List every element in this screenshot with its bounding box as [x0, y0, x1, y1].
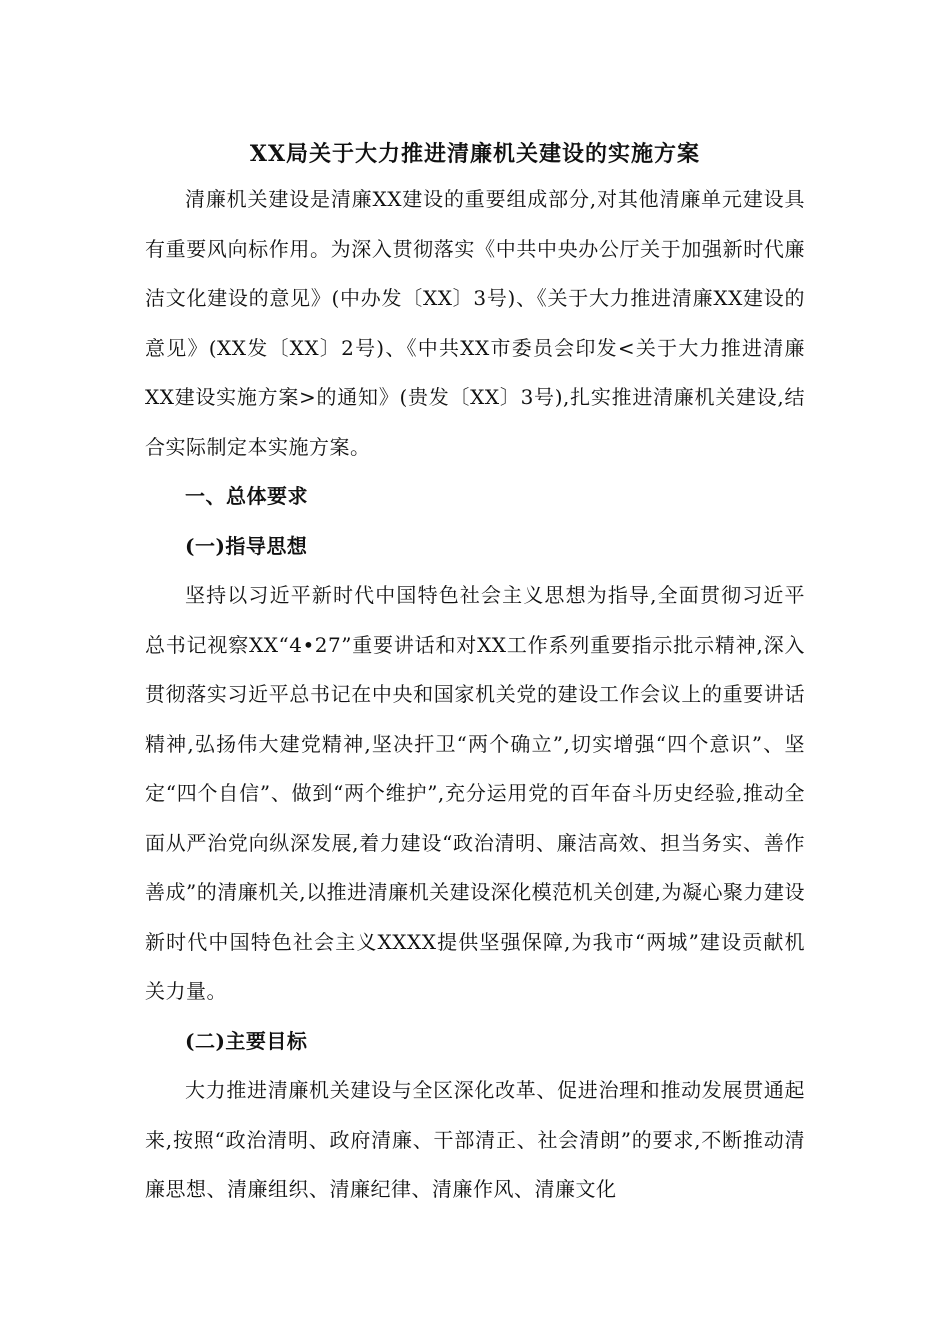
main-goals-paragraph: 大力推进清廉机关建设与全区深化改革、促进治理和推动发展贯通起来,按照“政治清明、政府清廉、干部清正、社会清朗”的要求,不断推动清廉思想、清廉组织、清廉纪律、清廉作风、清廉文化: [145, 1078, 805, 1201]
intro-paragraph: 清廉机关建设是清廉XX建设的重要组成部分,对其他清廉单元建设具有重要风向标作用。为深入贯彻落实《中共中央办公厅关于加强新时代廉洁文化建设的意见》(中办发〔XX〕3号)、《关于大力推进清廉XX建设的意见》(XX发〔XX〕2号)、《中共XX市委员会印发<关于大力推进清廉XX建设实施方案>的通知》(贵发〔XX〕3号),扎实推进清廉机关建设,结合实际制定本实施方案。: [145, 187, 805, 459]
subsection-heading-guiding-ideology: (一)指导思想: [185, 533, 308, 558]
subsection-heading-main-goals: (二)主要目标: [185, 1028, 308, 1053]
document-body: [145, 133, 805, 1215]
document-title: XX局关于大力推进清廉机关建设的实施方案: [249, 141, 701, 167]
guiding-ideology-paragraph: 坚持以习近平新时代中国特色社会主义思想为指导,全面贯彻习近平总书记视察XX“4•27”重要讲话和对XX工作系列重要指示批示精神,深入贯彻落实习近平总书记在中央和国家机关党的建设工作会议上的重要讲话精神,弘扬伟大建党精神,坚决扞卫“两个确立”,切实增强“四个意识”、坚定“四个自信”、做到“两个维护”,充分运用党的百年奋斗历史经验,推动全面从严治党向纵深发展,着力建设“政治清明、廉洁高效、担当务实、善作善成”的清廉机关,以推进清廉机关建设深化模范机关创建,为凝心聚力建设新时代中国特色社会主义XXXX提供坚强保障,为我市“两城”建设贡献机关力量。: [145, 583, 805, 1003]
section-heading-general-requirements: 一、总体要求: [185, 484, 308, 508]
